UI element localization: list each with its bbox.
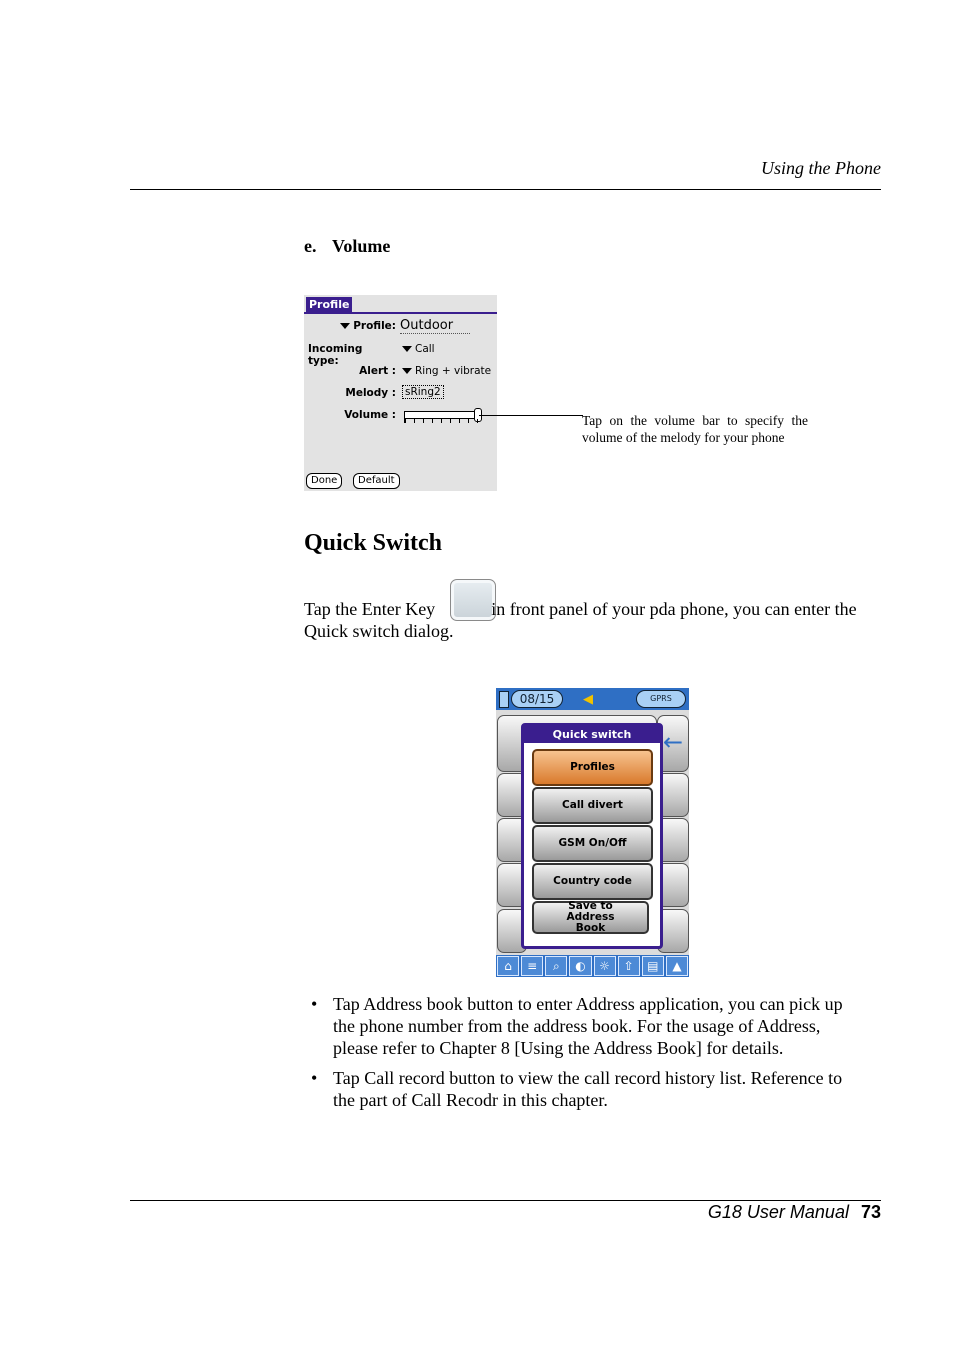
quick-switch-heading: Quick Switch (304, 530, 443, 556)
signal-icon (636, 690, 686, 708)
network-label: GPRS (650, 694, 672, 703)
search-icon[interactable]: ⌕ (545, 956, 567, 976)
page-footer (708, 1202, 881, 1223)
volume-callout: Tap on the volume bar to specify the volume of the melody for your phone (582, 413, 808, 445)
battery-icon (499, 691, 509, 708)
page-number: 73 (860, 1202, 881, 1222)
alert-value[interactable]: Ring + vibrate (402, 365, 491, 377)
volume-ticks (404, 419, 481, 423)
dialog-title: Quick switch (524, 726, 660, 743)
melody-label: Melody : (345, 387, 396, 399)
volume-label: Volume : (344, 409, 396, 421)
menu-icon[interactable]: ≡ (521, 956, 543, 976)
gsm-toggle-button[interactable]: GSM On/Off (532, 825, 653, 862)
profile-title-line (304, 312, 497, 314)
header-rule (130, 189, 881, 190)
brightness-icon[interactable]: ☼ (594, 956, 616, 976)
sync-icon[interactable]: ⇧ (618, 956, 640, 976)
home-icon[interactable]: ⌂ (497, 956, 519, 976)
speaker-icon: ◀ (583, 692, 593, 707)
keyboard-icon[interactable]: ▤ (642, 956, 664, 976)
alert-label: Alert : (359, 365, 396, 377)
quick-switch-dialog (521, 723, 663, 949)
profile-screenshot (304, 295, 497, 491)
done-button[interactable]: Done (306, 473, 342, 489)
dropdown-arrow-icon (402, 368, 412, 374)
date-display: 08/15 (511, 690, 563, 708)
default-button[interactable]: Default (353, 473, 400, 489)
section-title: Volume (332, 236, 391, 256)
profile-tab: Profile (306, 297, 352, 312)
callout-leader-line (479, 415, 583, 416)
quick-switch-screenshot (496, 688, 689, 977)
list-item: • Tap Address book button to enter Address application, you can pick up the phone number from the address book. For the usage of Address, please refer to Chapter 8 [Using the Address Book] for details. (311, 994, 843, 1058)
melody-value[interactable]: sRing2 (402, 385, 444, 399)
incoming-type-value[interactable]: Call (402, 343, 435, 355)
profiles-button[interactable]: Profiles (532, 749, 653, 786)
bullet-list (304, 993, 864, 1119)
profile-value[interactable]: Outdoor (400, 318, 470, 334)
bottom-toolbar (496, 955, 689, 977)
dropdown-arrow-icon (340, 323, 350, 329)
up-arrow-icon[interactable]: ▲ (666, 956, 688, 976)
backspace-key: ← (657, 715, 689, 772)
save-to-address-book-button[interactable]: Save to Address Book (532, 901, 649, 934)
profile-label: Profile: (334, 320, 396, 332)
intro-paragraph: Tap the Enter Key in front panel of your pda phone, you can enter the Quick switch dialog. (304, 599, 857, 641)
dropdown-arrow-icon (402, 346, 412, 352)
running-header: Using the Phone (761, 158, 881, 178)
call-divert-button[interactable]: Call divert (532, 787, 653, 824)
section-heading (304, 236, 390, 257)
footer-rule (130, 1200, 881, 1201)
list-item: • Tap Call record button to view the call record history list. Reference to the part of Call Recodr in this chapter. (311, 1068, 843, 1110)
country-code-button[interactable]: Country code (532, 863, 653, 900)
section-letter: e. (304, 236, 317, 256)
incoming-type-label: Incoming type: (308, 343, 363, 367)
volume-slider[interactable] (404, 411, 478, 419)
contrast-icon[interactable]: ◐ (569, 956, 591, 976)
manual-title: G18 User Manual (707, 1202, 849, 1222)
